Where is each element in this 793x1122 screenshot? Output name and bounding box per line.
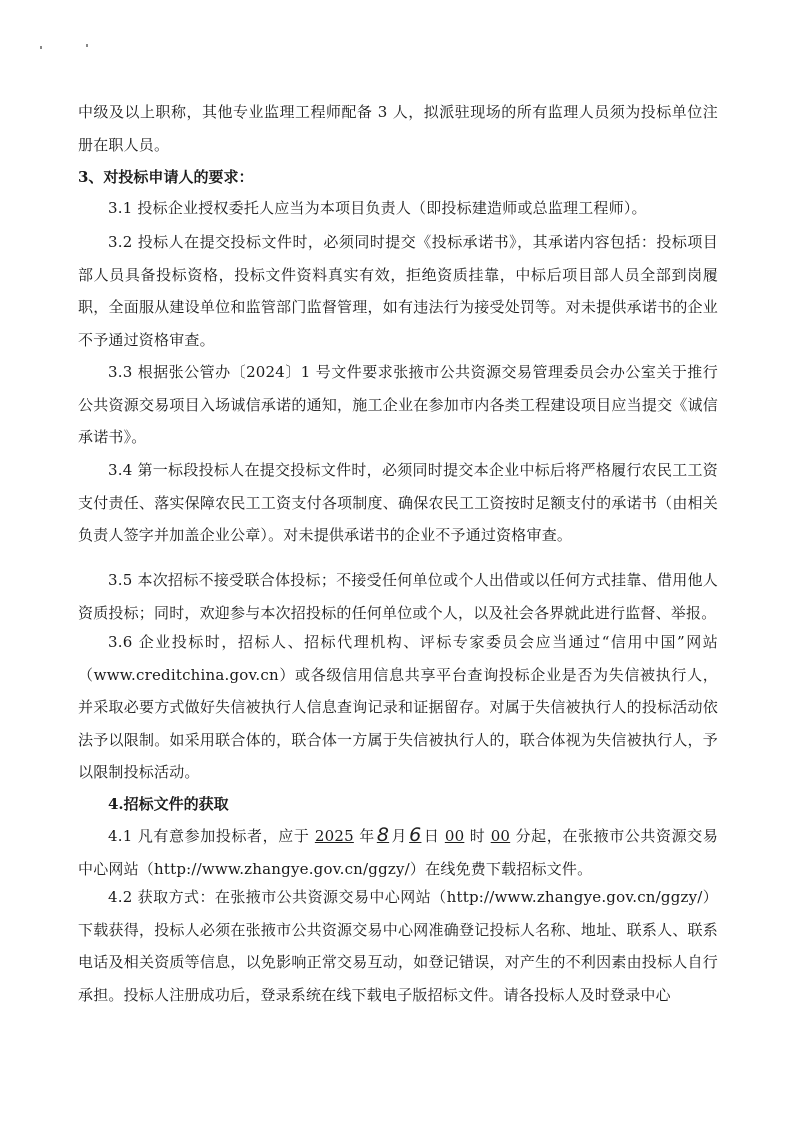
- section-4-heading: 4.招标文件的获取: [108, 795, 229, 813]
- text-segment: 年: [353, 827, 375, 845]
- scan-speck: [86, 44, 88, 47]
- paragraph-3-2: 3.2 投标人在提交投标文件时，必须同时提交《投标承诺书》，其承诺内容包括：投标项目部人员具备投标资格，投标文件资料真实有效，拒绝资质挂靠，中标后项目部人员全部到岗履职，全面服从建设单位和监管部门监督管理，如有违法行为接受处罚等。对未提供承诺书的企业不予通过资格审查。: [78, 233, 718, 349]
- text-segment: 日: [423, 827, 445, 845]
- paragraph-4-2: 4.2 获取方式：在张掖市公共资源交易中心网站（http://www.zhangye.gov.cn/ggzy/）下载获得，投标人必须在张掖市公共资源交易中心网准确登记投标人名称、地址、联系人、联系电话及相关资质等信息，以免影响正常交易互动，如登记错误，对产生的不利因素由投标人自行承担。投标人注册成功后，登录系统在线下载电子版招标文件。请各投标人及时登录中心: [78, 888, 718, 1004]
- text-segment: 4.1 凡有意参加投标者，应于: [108, 827, 315, 845]
- scan-speck: [40, 46, 42, 49]
- year-value: 2025: [314, 827, 354, 845]
- paragraph-staffing: 中级及以上职称，其他专业监理工程师配备 3 人，拟派驻现场的所有监理人员须为投标单位注册在职人员。: [78, 103, 718, 154]
- section-3-heading: 3、对投标申请人的要求：: [78, 168, 254, 186]
- text-segment: 月: [391, 827, 408, 845]
- hour-value: 00: [444, 827, 465, 845]
- paragraph-3-5: 3.5 本次招标不接受联合体投标；不接受任何单位或个人出借或以任何方式挂靠、借用他人资质投标；同时，欢迎参与本次招投标的任何单位或个人，以及社会各界就此进行监督、举报。: [78, 571, 718, 622]
- paragraph-3-6: 3.6 企业投标时，招标人、招标代理机构、评标专家委员会应当通过“信用中国”网站（www.creditchina.gov.cn）或各级信用信息共享平台查询投标企业是否为失信被执行人，并采取必要方式做好失信被执行人信息查询记录和证据留存。对属于失信被执行人的投标活动依法予以限制。如采用联合体的，联合体一方属于失信被执行人的，联合体视为失信被执行人，予以限制投标活动。: [78, 633, 718, 781]
- text-segment: 时: [464, 827, 491, 845]
- minute-value: 00: [490, 827, 511, 845]
- handwritten-month: 8: [376, 824, 390, 846]
- handwritten-day: 6: [409, 824, 422, 846]
- text-segment: 分起，在张掖市公共资源交易中心网站（http://www.zhangye.gov.cn/ggzy/）在线免费下载招标文件。: [78, 827, 719, 878]
- paragraph-3-3: 3.3 根据张公管办〔2024〕1 号文件要求张掖市公共资源交易管理委员会办公室关于推行公共资源交易项目入场诚信承诺的通知，施工企业在参加市内各类工程建设项目应当提交《诚信承诺书》。: [78, 363, 718, 446]
- paragraph-3-4: 3.4 第一标段投标人在提交投标文件时，必须同时提交本企业中标后将严格履行农民工工资支付责任、落实保障农民工工资支付各项制度、确保农民工工资按时足额支付的承诺书（由相关负责人签字并加盖企业公章）。对未提供承诺书的企业不予通过资格审查。: [78, 461, 718, 544]
- paragraph-4-1: [78, 819, 718, 885]
- paragraph-3-1: 3.1 投标企业授权委托人应当为本项目负责人（即投标建造师或总监理工程师）。: [108, 199, 647, 217]
